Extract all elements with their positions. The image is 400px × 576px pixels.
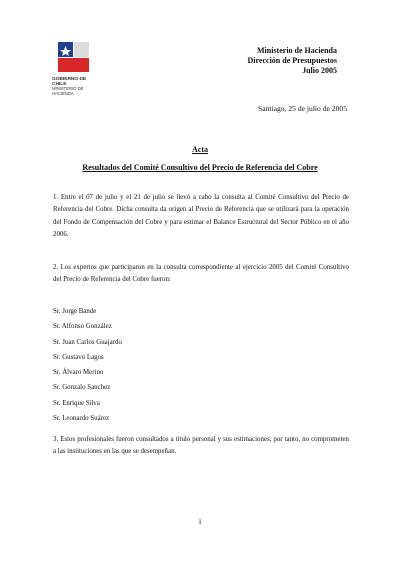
document-header [248,46,337,76]
document-subtitle: Resultados del Comité Consultivo del Precio de Referencia del Cobre [82,163,318,172]
logo-caption-line1: GOBIERNO DE CHILE [52,77,87,87]
logo-red-block [58,58,89,72]
logo-caption [52,78,98,96]
list-item: Sr. Gustavo Lagos [53,353,104,361]
list-item: Sr. Jorge Bande [53,308,97,315]
list-item: Sr. Leonardo Suárez [53,415,110,423]
experts-list [53,306,122,428]
paragraph-3: 3. Estos profesionales fueron consultados a título personal y sus estimaciones, por tanto, no comprometen a las instituciones en las que se desempeñan. [53,436,349,456]
header-line1: Ministerio de Hacienda [257,46,337,55]
logo-caption-line2: MINISTERIO DE HACIENDA [52,86,84,96]
list-item: Sr. Alfonso González [53,323,112,331]
document-title: Acta [192,145,208,154]
header-line3: Julio 2005 [302,66,337,75]
paragraph-1: 1. Entre el 07 de julio y el 21 de julio se llevó a cabo la consulta al Comité Consultivo del Precio de Referencia del Cobre. Dicha consulta da origen al Precio de Referencia que se utilizará para la operación del Fondo de Compensación del Cobre y para estimar el Balance Estructural del Sector Público en el año 2006. [53,194,349,238]
list-item: Sr. Juan Carlos Guajardo [53,338,122,346]
document-date: Santiago, 25 de julio de 2005 [257,104,347,113]
logo-white-block [74,42,89,57]
page-number: 1 [198,518,202,526]
list-item: Sr. Álvaro Merino [53,369,104,377]
header-line2: Dirección de Presupuestos [247,56,337,65]
list-item: Sr. Gonzalo Sanchez [53,384,111,392]
list-item: Sr. Enrique Silva [53,399,100,407]
paragraph-2: 2. Los expertos que participaron en la consulta correspondiente al ejercicio 2005 del Comité Consultivo del Precio de Referencia del Cobre fueron: [53,264,349,284]
